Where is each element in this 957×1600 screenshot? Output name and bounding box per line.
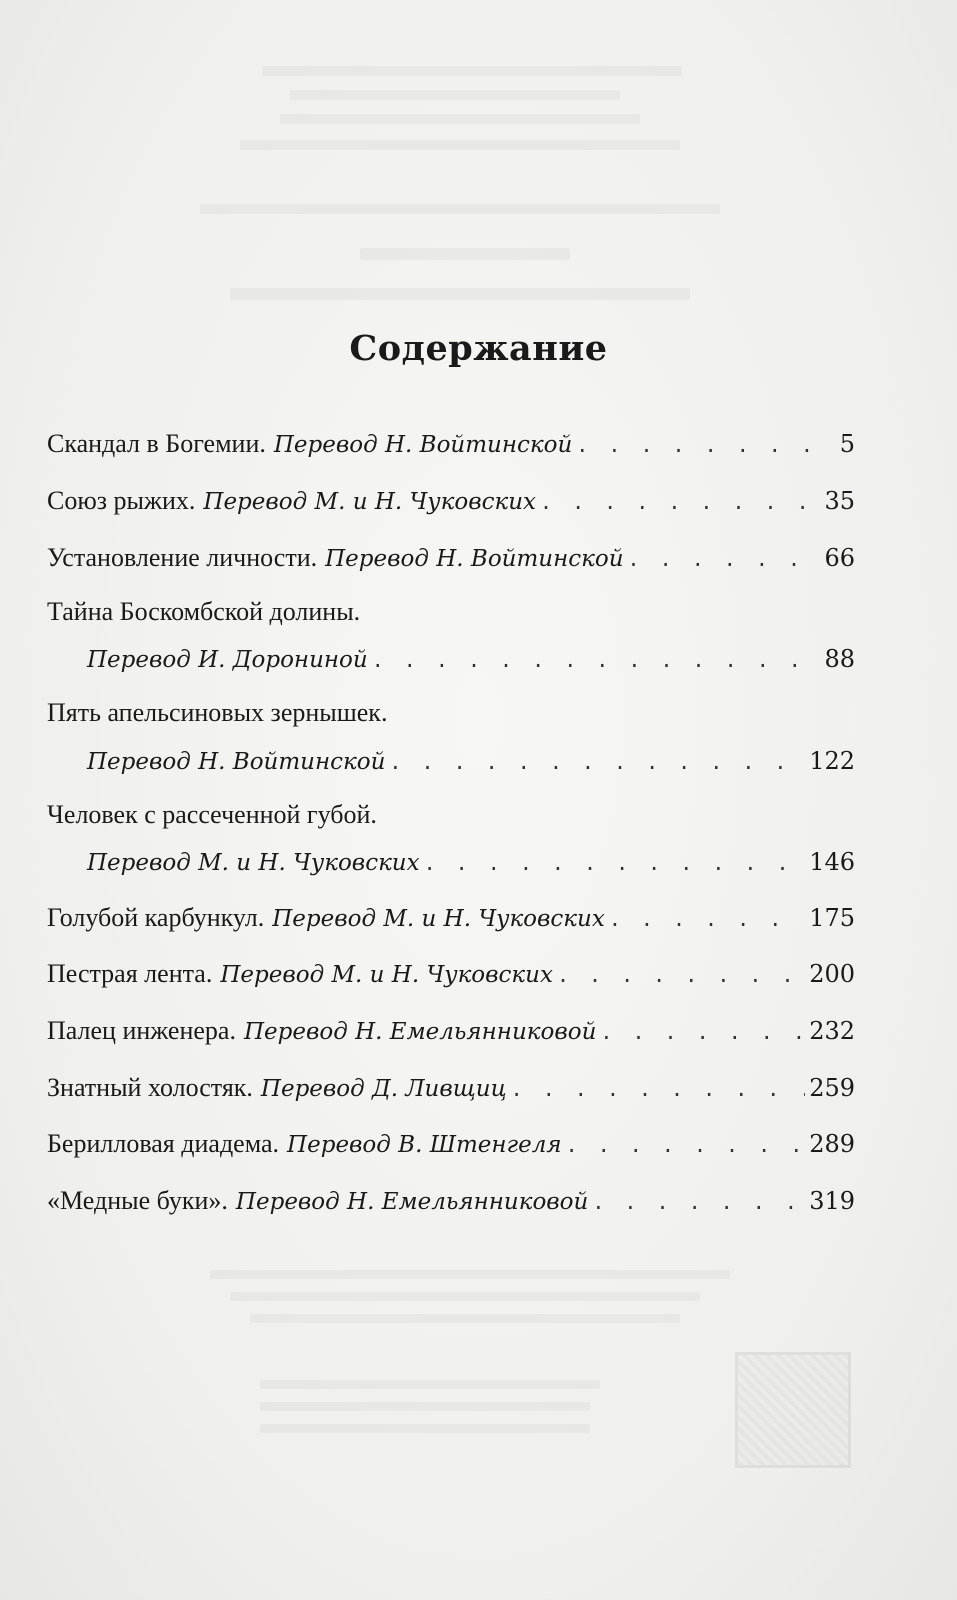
page-number: 35 [824,487,855,515]
toc-entry [47,954,855,994]
dot-leader [389,742,805,782]
page-number: 319 [809,1187,855,1215]
translator-credit: Перевод М. и Н. Чуковских [203,489,536,515]
translator-credit: Перевод Н. Войтинской [87,749,386,775]
dot-leader [576,425,835,465]
toc-entry [47,898,855,938]
page-number: 175 [809,904,855,932]
translator-credit: Перевод Н. Емельянниковой [243,1019,597,1045]
translator-credit: Перевод М. и Н. Чуковских [87,850,420,876]
bleed-through-barcode [735,1352,851,1468]
page-number: 122 [809,747,855,775]
translator-credit: Перевод В. Штенгеля [287,1132,562,1158]
story-title: Установление личности. [47,543,318,572]
toc-entry [47,1011,855,1051]
page-number: 200 [809,960,855,988]
translator-credit: Перевод Н. Емельянниковой [235,1189,589,1215]
page-number: 146 [809,848,855,876]
bleed-through-line [210,1270,730,1279]
toc-entry [47,842,855,882]
dot-leader [540,482,820,522]
toc-entry [47,741,855,781]
story-title: «Медные буки». [47,1186,228,1215]
bleed-through-line [230,288,690,300]
dot-leader [557,955,805,995]
story-title: Пестрая лента. [47,959,213,988]
dot-leader [600,1012,805,1052]
dot-leader [609,899,805,939]
bleed-through-line [260,1380,600,1389]
toc-entry [47,639,855,679]
page-number: 232 [809,1017,855,1045]
story-title: Тайна Боскомбской долины. [47,597,361,626]
bleed-through-line [250,1314,680,1323]
dot-leader [592,1182,805,1222]
story-title: Голубой карбункул. [47,903,265,932]
translator-credit: Перевод М. и Н. Чуковских [220,962,553,988]
toc-entry [47,1068,855,1108]
translator-credit: Перевод Н. Войтинской [325,546,624,572]
bleed-through-line [262,66,682,76]
bleed-through-line [290,90,620,100]
page-number: 88 [824,645,855,673]
translator-credit: Перевод И. Дорониной [87,647,368,673]
translator-credit: Перевод М. и Н. Чуковских [272,906,605,932]
bleed-through-line [230,1292,700,1301]
bleed-through-line [260,1424,590,1433]
dot-leader [372,640,821,680]
toc-entry [47,1124,855,1164]
toc-entry [47,538,855,578]
story-title: Берилловая диадема. [47,1129,280,1158]
dot-leader [424,843,806,883]
story-title: Знатный холостяк. [47,1073,253,1102]
page-number: 289 [809,1130,855,1158]
toc-entry [47,424,855,464]
bleed-through-line [200,204,720,214]
story-title: Человек с рассеченной губой. [47,800,377,829]
bleed-through-line [240,140,680,150]
dot-leader [628,539,821,579]
story-title: Палец инженера. [47,1016,236,1045]
page-number: 66 [824,544,855,572]
bleed-through-line [360,248,570,260]
dot-leader [511,1069,806,1109]
bleed-through-line [260,1402,590,1411]
bleed-through-line [280,114,640,124]
dot-leader [566,1125,806,1165]
page-title: Содержание [349,328,608,369]
page-number: 259 [809,1074,855,1102]
translator-credit: Перевод Н. Войтинской [273,432,573,458]
page-number: 5 [839,430,855,458]
toc-entry [47,1181,855,1221]
toc-entry [47,481,855,521]
story-title: Союз рыжих. [47,486,196,515]
translator-credit: Перевод Д. Ливщиц [260,1076,507,1102]
story-title: Пять апельсиновых зернышек. [47,698,388,727]
story-title: Скандал в Богемии. [47,429,266,458]
